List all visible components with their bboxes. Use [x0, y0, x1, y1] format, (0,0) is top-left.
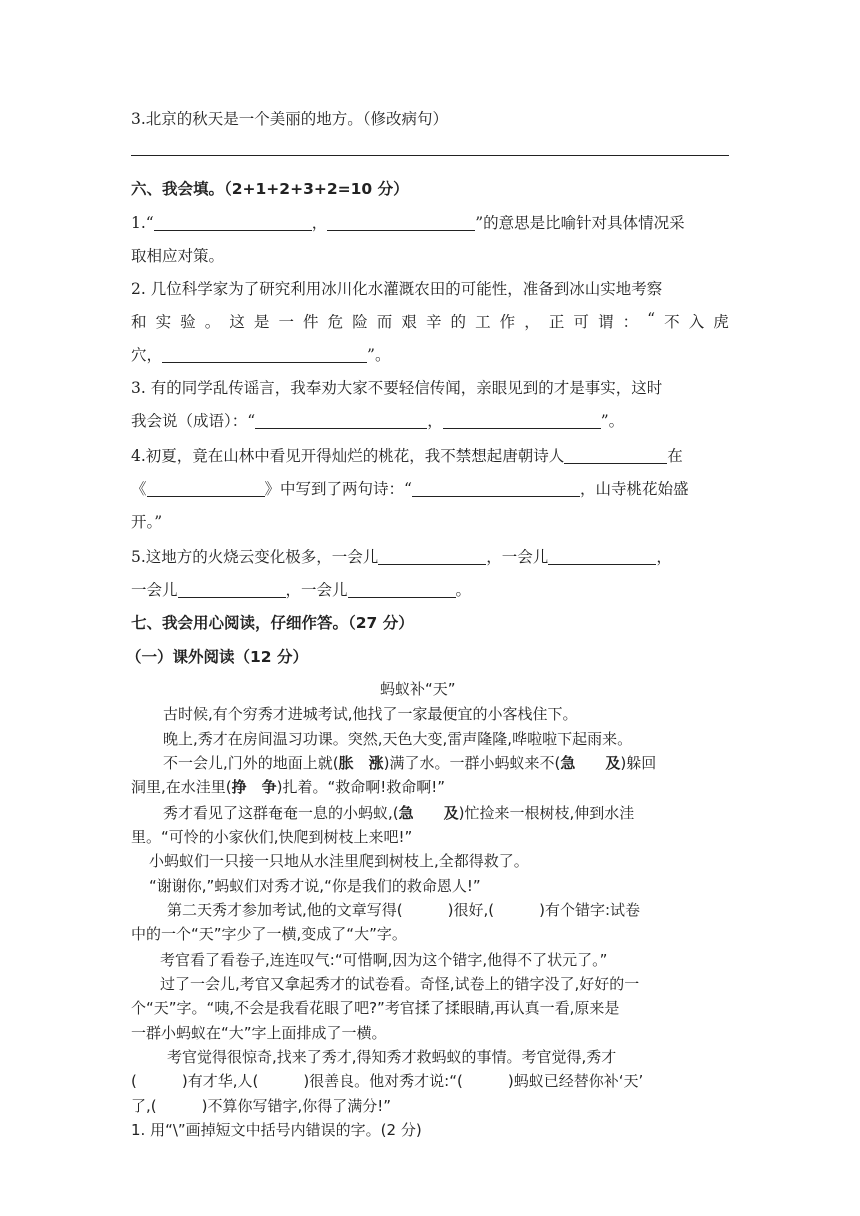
q2-char: 入: [688, 313, 705, 331]
blank[interactable]: [178, 582, 286, 598]
story-paragraph: 洞里,在水洼里(挣 争)扎着。“救命啊!救命啊!”: [131, 778, 446, 796]
story-paragraph: 中的一个“天”字少了一横,变成了“大”字。: [131, 925, 407, 943]
blank[interactable]: [443, 413, 601, 429]
blank[interactable]: [154, 215, 312, 231]
story-paragraph: 过了一会儿,考官又拿起秀才的试卷看。奇怪,试卷上的错字没了,好好的一: [160, 975, 640, 993]
story-paragraph: 了,( )不算你写错字,你得了满分!”: [131, 1097, 392, 1115]
story-paragraph: 秀才看见了这群奄奄一息的小蚂蚁,(急 及)忙捡来一根树枝,伸到水洼: [163, 804, 635, 822]
q2-char: ：: [622, 313, 639, 331]
subsection-title: （一）课外阅读（12 分）: [126, 648, 308, 666]
q2-char: 作: [499, 313, 516, 331]
q2-char: 不: [664, 313, 680, 331]
fill-q2-line3: 穴， ”。: [131, 346, 391, 364]
fill-q4-line2: 《 》中写到了两句诗：“ ，山寺桃花始盛: [131, 480, 689, 498]
story-paragraph: 考官觉得很惊奇,找来了秀才,得知秀才救蚂蚁的事情。考官觉得,秀才: [167, 1048, 617, 1066]
q2-char: 验: [180, 313, 196, 331]
fill-q5-line2: 一会儿 ，一会儿 。: [131, 581, 472, 599]
choice-word[interactable]: 胀 涨: [338, 754, 384, 772]
blank[interactable]: [548, 549, 656, 565]
fill-q3-line2: 我会说（成语）：“ ， ”。: [131, 412, 625, 430]
story-paragraph: 考官看了看卷子,连连叹气:“可惜啊,因为这个错字,他得不了状元了。”: [160, 951, 608, 969]
blank[interactable]: [162, 347, 367, 363]
section-6-title: 六、我会填。（2+1+2+3+2=10 分）: [131, 180, 409, 198]
story-paragraph: “谢谢你,”蚂蚁们对秀才说,“你是我们的救命恩人!”: [149, 877, 481, 895]
story-paragraph: 个“天”字。“咦,不会是我看花眼了吧?”考官揉了揉眼睛,再认真一看,原来是: [131, 999, 620, 1017]
choice-word[interactable]: 挣 争: [231, 778, 277, 796]
q2-char: 艰: [401, 313, 417, 331]
q2-char: 是: [253, 313, 270, 331]
blank[interactable]: [378, 549, 486, 565]
fill-q1: 1.“ ， ”的意思是比喻针对具体情况采: [131, 214, 685, 232]
q2-char: “: [647, 310, 656, 328]
story-paragraph: ( )有才华,人( )很善良。他对秀才说:“( )蚂蚁已经替你补‘天’: [131, 1072, 644, 1090]
blank[interactable]: [412, 481, 580, 497]
q2-char: 一: [278, 313, 294, 331]
blank[interactable]: [255, 413, 427, 429]
story-paragraph: 晚上,秀才在房间温习功课。突然,天色大变,雷声隆隆,哗啦啦下起雨来。: [163, 730, 633, 748]
correct-sentence-question: 3.北京的秋天是一个美丽的地方。（修改病句）: [131, 110, 449, 128]
fill-q3-line1: 3. 有的同学乱传谣言，我奉劝大家不要轻信传闻，亲眼见到的才是事实，这时: [131, 379, 663, 397]
q2-char: 谓: [597, 313, 614, 331]
choice-word[interactable]: 急 及: [560, 754, 621, 772]
q2-char: 险: [352, 313, 368, 331]
story-paragraph: 不一会儿,门外的地面上就(胀 涨)满了水。一群小蚂蚁来不(急 及)躲回: [163, 754, 657, 772]
story-paragraph: 小蚂蚁们一只接一只地从水洼里爬到树枝上,全都得救了。: [149, 852, 529, 870]
story-paragraph: 古时候,有个穷秀才进城考试,他找了一家最便宜的小客栈住下。: [163, 705, 578, 723]
q2-char: 工: [475, 313, 491, 331]
section-7-title: 七、我会用心阅读，仔细作答。（27 分）: [131, 614, 414, 632]
reading-question: 1. 用“\”画掉短文中括号内错误的字。(2 分): [131, 1121, 422, 1139]
q2-char: 这: [229, 313, 245, 331]
fill-q2-line1: 2. 几位科学家为了研究利用冰川化水灌溉农田的可能性，准备到冰山实地考察: [131, 280, 663, 298]
q2-char: 和: [131, 313, 147, 331]
blank[interactable]: [147, 481, 265, 497]
story-title: 蚂蚁补“天”: [380, 680, 456, 698]
q2-char: 虎: [713, 313, 729, 331]
q2-char: 。: [204, 313, 221, 331]
fill-q5-line1: 5.这地方的火烧云变化极多，一会儿 ，一会儿 ，: [131, 548, 672, 566]
story-paragraph: 一群小蚂蚁在“大”字上面排成了一横。: [131, 1024, 387, 1042]
q2-char: ，: [524, 313, 540, 331]
blank[interactable]: [564, 448, 667, 464]
fill-q4-line1: 4.初夏，竟在山林中看见开得灿烂的桃花，我不禁想起唐朝诗人 在: [131, 447, 683, 465]
story-paragraph: 第二天秀才参加考试,他的文章写得( )很好,( )有个错字:试卷: [167, 901, 641, 919]
q2-char: 的: [450, 313, 467, 331]
q2-char: 可: [573, 313, 589, 331]
fill-q2-line2: [131, 310, 729, 332]
blank[interactable]: [348, 582, 456, 598]
q2-char: 正: [548, 313, 565, 331]
q2-char: 危: [327, 313, 344, 331]
q2-char: 而: [376, 313, 393, 331]
blank[interactable]: [327, 215, 475, 231]
q2-char: 实: [155, 313, 172, 331]
fill-q1-line2: 取相应对策。: [131, 247, 225, 265]
q2-char: 辛: [425, 313, 442, 331]
answer-line: [131, 155, 729, 156]
fill-q4-line3: 开。”: [131, 513, 163, 531]
story-paragraph: 里。“可怜的小家伙们,快爬到树枝上来吧!”: [131, 828, 413, 846]
q2-char: 件: [303, 313, 319, 331]
choice-word[interactable]: 急 及: [398, 804, 459, 822]
